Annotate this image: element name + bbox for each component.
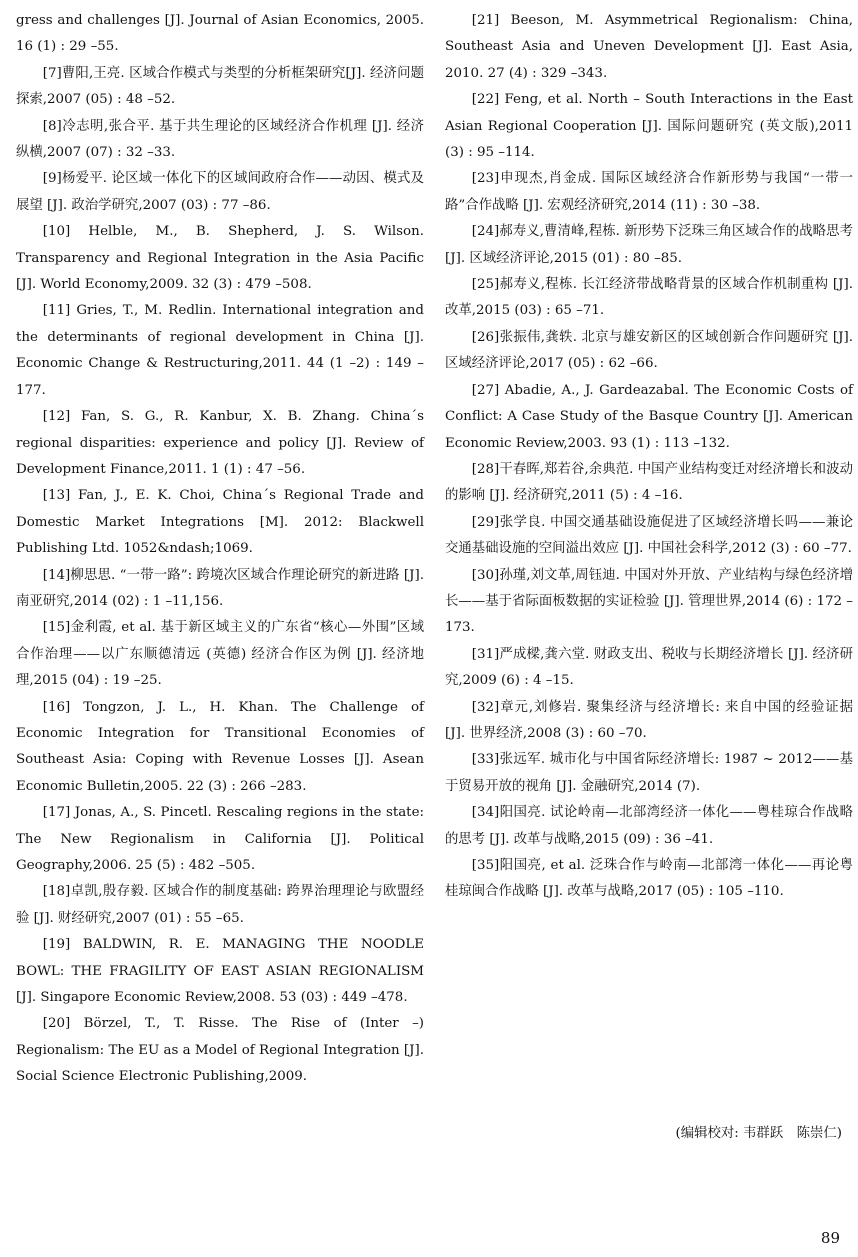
reference-item: [15]金利霞, et al. 基于新区域主义的广东省“核心—外围”区域合作治理——以广东顺德清远 (英德) 经济合作区为例 [J]. 经济地理,2015 (04) : 19 –25.	[16, 620, 424, 689]
reference-item: [24]郝寿义,曹清峰,程栋. 新形势下泛珠三角区域合作的战略思考 [J]. 区域经济评论,2015 (01) : 80 –85.	[445, 224, 853, 266]
editor-note: (编辑校对: 韦群跃 陈崇仁)	[675, 1126, 842, 1141]
reference-item: [20] Börzel, T., T. Risse. The Rise of (Inter –) Regionalism: The EU as a Model of Regional Integration [J]. Social Science Electronic Publishing,2009.	[16, 1016, 424, 1085]
reference-item: [16] Tongzon, J. L., H. Khan. The Challenge of Economic Integration for Transitional Economies of Southeast Asia: Coping with Revenue Losses [J]. Asean Economic Bulletin,2005. 22 (3) : 266 –283.	[16, 699, 424, 794]
reference-item: [32]章元,刘修岩. 聚集经济与经济增长: 来自中国的经验证据 [J]. 世界经济,2008 (3) : 60 –70.	[445, 699, 853, 741]
reference-item: [14]柳思思. “一带一路”: 跨境次区域合作理论研究的新进路 [J]. 南亚研究,2014 (02) : 1 –11,156.	[16, 567, 424, 609]
reference-item: [25]郝寿义,程栋. 长江经济带战略背景的区域合作机制重构 [J]. 改革,2015 (03) : 65 –71.	[445, 277, 853, 319]
reference-item: [22] Feng, et al. North – South Interactions in the East Asian Regional Cooperation [J]. 国际问题研究 (英文版),2011 (3) : 95 –114.	[445, 92, 853, 161]
reference-item: [10] Helble, M., B. Shepherd, J. S. Wilson. Transparency and Regional Integration in the Asia Pacific [J]. World Economy,2009. 32 (3) : 479 –508.	[16, 224, 424, 293]
left-column	[16, 8, 424, 1091]
reference-item: [21] Beeson, M. Asymmetrical Regionalism: China, Southeast Asia and Uneven Development [J]. East Asia, 2010. 27 (4) : 329 –343.	[445, 13, 853, 81]
page-number: 89	[820, 1229, 840, 1247]
reference-item: [19] BALDWIN, R. E. MANAGING THE NOODLE BOWL: THE FRAGILITY OF EAST ASIAN REGIONALISM [J]. Singapore Economic Review,2008. 53 (03) : 449 –478.	[16, 937, 424, 1006]
reference-item: [30]孙瑾,刘文革,周钰迪. 中国对外开放、产业结构与绿色经济增长——基于省际面板数据的实证检验 [J]. 管理世界,2014 (6) : 172 –173.	[445, 567, 853, 636]
reference-item: [29]张学良. 中国交通基础设施促进了区域经济增长吗——兼论交通基础设施的空间溢出效应 [J]. 中国社会科学,2012 (3) : 60 –77.	[445, 514, 853, 557]
reference-item: [7]曹阳,王亮. 区域合作模式与类型的分析框架研究[J]. 经济问题探索,2007 (05) : 48 –52.	[16, 65, 424, 108]
reference-item: [9]杨爱平. 论区域一体化下的区域间政府合作——动因、模式及展望 [J]. 政治学研究,2007 (03) : 77 –86.	[16, 171, 424, 213]
right-column	[445, 8, 853, 906]
reference-item: [33]张远军. 城市化与中国省际经济增长: 1987 ~ 2012——基于贸易开放的视角 [J]. 金融研究,2014 (7).	[445, 752, 853, 794]
reference-item: [27] Abadie, A., J. Gardeazabal. The Economic Costs of Conflict: A Case Study of the Basque Country [J]. American Economic Review,2003. 93 (1) : 113 –132.	[445, 382, 853, 451]
reference-item: gress and challenges [J]. Journal of Asian Economics, 2005. 16 (1) : 29 –55.	[16, 13, 424, 55]
reference-item: [31]严成樑,龚六堂. 财政支出、税收与长期经济增长 [J]. 经济研究,2009 (6) : 4 –15.	[445, 646, 853, 689]
reference-item: [8]冷志明,张合平. 基于共生理论的区域经济合作机理 [J]. 经济纵横,2007 (07) : 32 –33.	[16, 118, 424, 161]
reference-item: [13] Fan, J., E. K. Choi, China´s Regional Trade and Domestic Market Integrations [M]. 2012: Blackwell Publishing Ltd. 1052&ndash;1069.	[16, 488, 424, 557]
reference-item: [35]阳国亮, et al. 泛珠合作与岭南—北部湾一体化——再论粤桂琼闽合作战略 [J]. 改革与战略,2017 (05) : 105 –110.	[445, 858, 853, 900]
reference-item: [12] Fan, S. G., R. Kanbur, X. B. Zhang. China´s regional disparities: experience and policy [J]. Review of Development Finance,2011. 1 (1) : 47 –56.	[16, 409, 424, 477]
reference-item: [18]卓凯,殷存毅. 区域合作的制度基础: 跨界治理理论与欧盟经验 [J]. 财经研究,2007 (01) : 55 –65.	[16, 884, 424, 926]
reference-item: [34]阳国亮. 试论岭南—北部湾经济一体化——粤桂琼合作战略的思考 [J]. 改革与战略,2015 (09) : 36 –41.	[445, 805, 853, 847]
reference-item: [26]张振伟,龚轶. 北京与雄安新区的区域创新合作问题研究 [J]. 区域经济评论,2017 (05) : 62 –66.	[445, 329, 853, 372]
reference-item: [11] Gries, T., M. Redlin. International integration and the determinants of regional development in China [J]. Economic Change & Restructuring,2011. 44 (1 –2) : 149 –177.	[16, 303, 424, 398]
reference-item: [23]申现杰,肖金成. 国际区域经济合作新形势与我国“一带一路”合作战略 [J]. 宏观经济研究,2014 (11) : 30 –38.	[445, 171, 853, 213]
reference-item: [28]干春晖,郑若谷,余典范. 中国产业结构变迁对经济增长和波动的影响 [J]. 经济研究,2011 (5) : 4 –16.	[445, 461, 853, 504]
reference-item: [17] Jonas, A., S. Pincetl. Rescaling regions in the state: The New Regionalism in California [J]. Political Geography,2006. 25 (5) : 482 –505.	[16, 805, 424, 873]
